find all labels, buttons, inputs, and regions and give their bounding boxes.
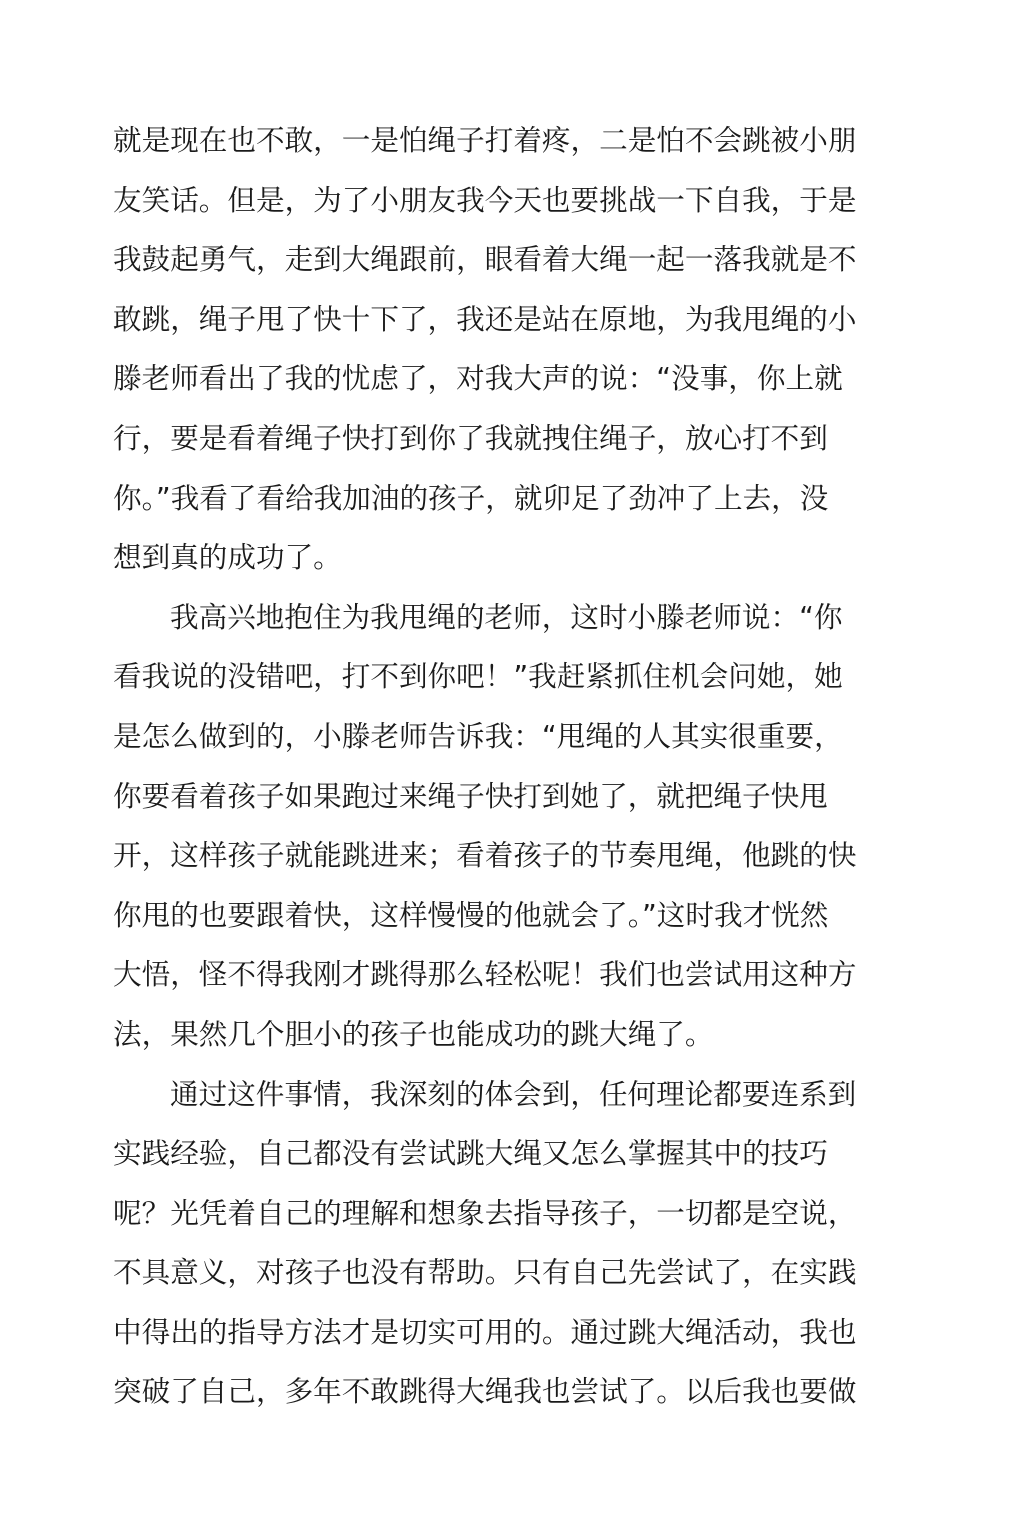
text-line: 你要看着孩子如果跑过来绳子快打到她了，就把绳子快甩 xyxy=(113,778,828,813)
text-line: 滕老师看出了我的忧虑了，对我大声的说：“没事，你上就 xyxy=(113,361,843,396)
text-line: 是怎么做到的，小滕老师告诉我：“甩绳的人其实很重要， xyxy=(113,718,843,753)
text-line: 你。”我看了看给我加油的孩子，就卯足了劲冲了上去，没 xyxy=(113,480,829,515)
text-line: 敢跳，绳子甩了快十下了，我还是站在原地，为我甩绳的小 xyxy=(113,301,857,336)
paragraph-start-line: 通过这件事情，我深刻的体会到，任何理论都要连系到 xyxy=(170,1076,857,1111)
text-line: 实践经验，自己都没有尝试跳大绳又怎么掌握其中的技巧 xyxy=(113,1136,828,1171)
text-line: 你甩的也要跟着快，这样慢慢的他就会了。”这时我才恍然 xyxy=(113,897,829,932)
text-line: 行，要是看着绳子快打到你了我就拽住绳子，放心打不到 xyxy=(113,420,828,455)
text-line: 友笑话。但是，为了小朋友我今天也要挑战一下自我，于是 xyxy=(113,182,857,217)
paragraph-start-line: 我高兴地抱住为我甩绳的老师，这时小滕老师说：“你 xyxy=(170,599,843,634)
text-line: 法，果然几个胆小的孩子也能成功的跳大绳了。 xyxy=(113,1016,714,1051)
text-line: 中得出的指导方法才是切实可用的。通过跳大绳活动，我也 xyxy=(113,1314,857,1349)
text-line: 就是现在也不敢，一是怕绳子打着疼，二是怕不会跳被小朋 xyxy=(113,123,857,157)
body-text xyxy=(113,111,873,1422)
text-line: 看我说的没错吧，打不到你吧！”我赶紧抓住机会问她，她 xyxy=(113,659,843,694)
text-line: 开，这样孩子就能跳进来；看着孩子的节奏甩绳，他跳的快 xyxy=(113,838,857,873)
text-line: 我鼓起勇气，走到大绳跟前，眼看着大绳一起一落我就是不 xyxy=(113,242,857,277)
text-line: 想到真的成功了。 xyxy=(113,540,342,575)
text-line: 大悟，怪不得我刚才跳得那么轻松呢！我们也尝试用这种方 xyxy=(113,957,857,992)
text-line: 呢？光凭着自己的理解和想象去指导孩子，一切都是空说， xyxy=(113,1195,857,1230)
text-line: 不具意义，对孩子也没有帮助。只有自己先尝试了，在实践 xyxy=(113,1255,857,1290)
text-line: 突破了自己，多年不敢跳得大绳我也尝试了。以后我也要做 xyxy=(113,1374,857,1409)
